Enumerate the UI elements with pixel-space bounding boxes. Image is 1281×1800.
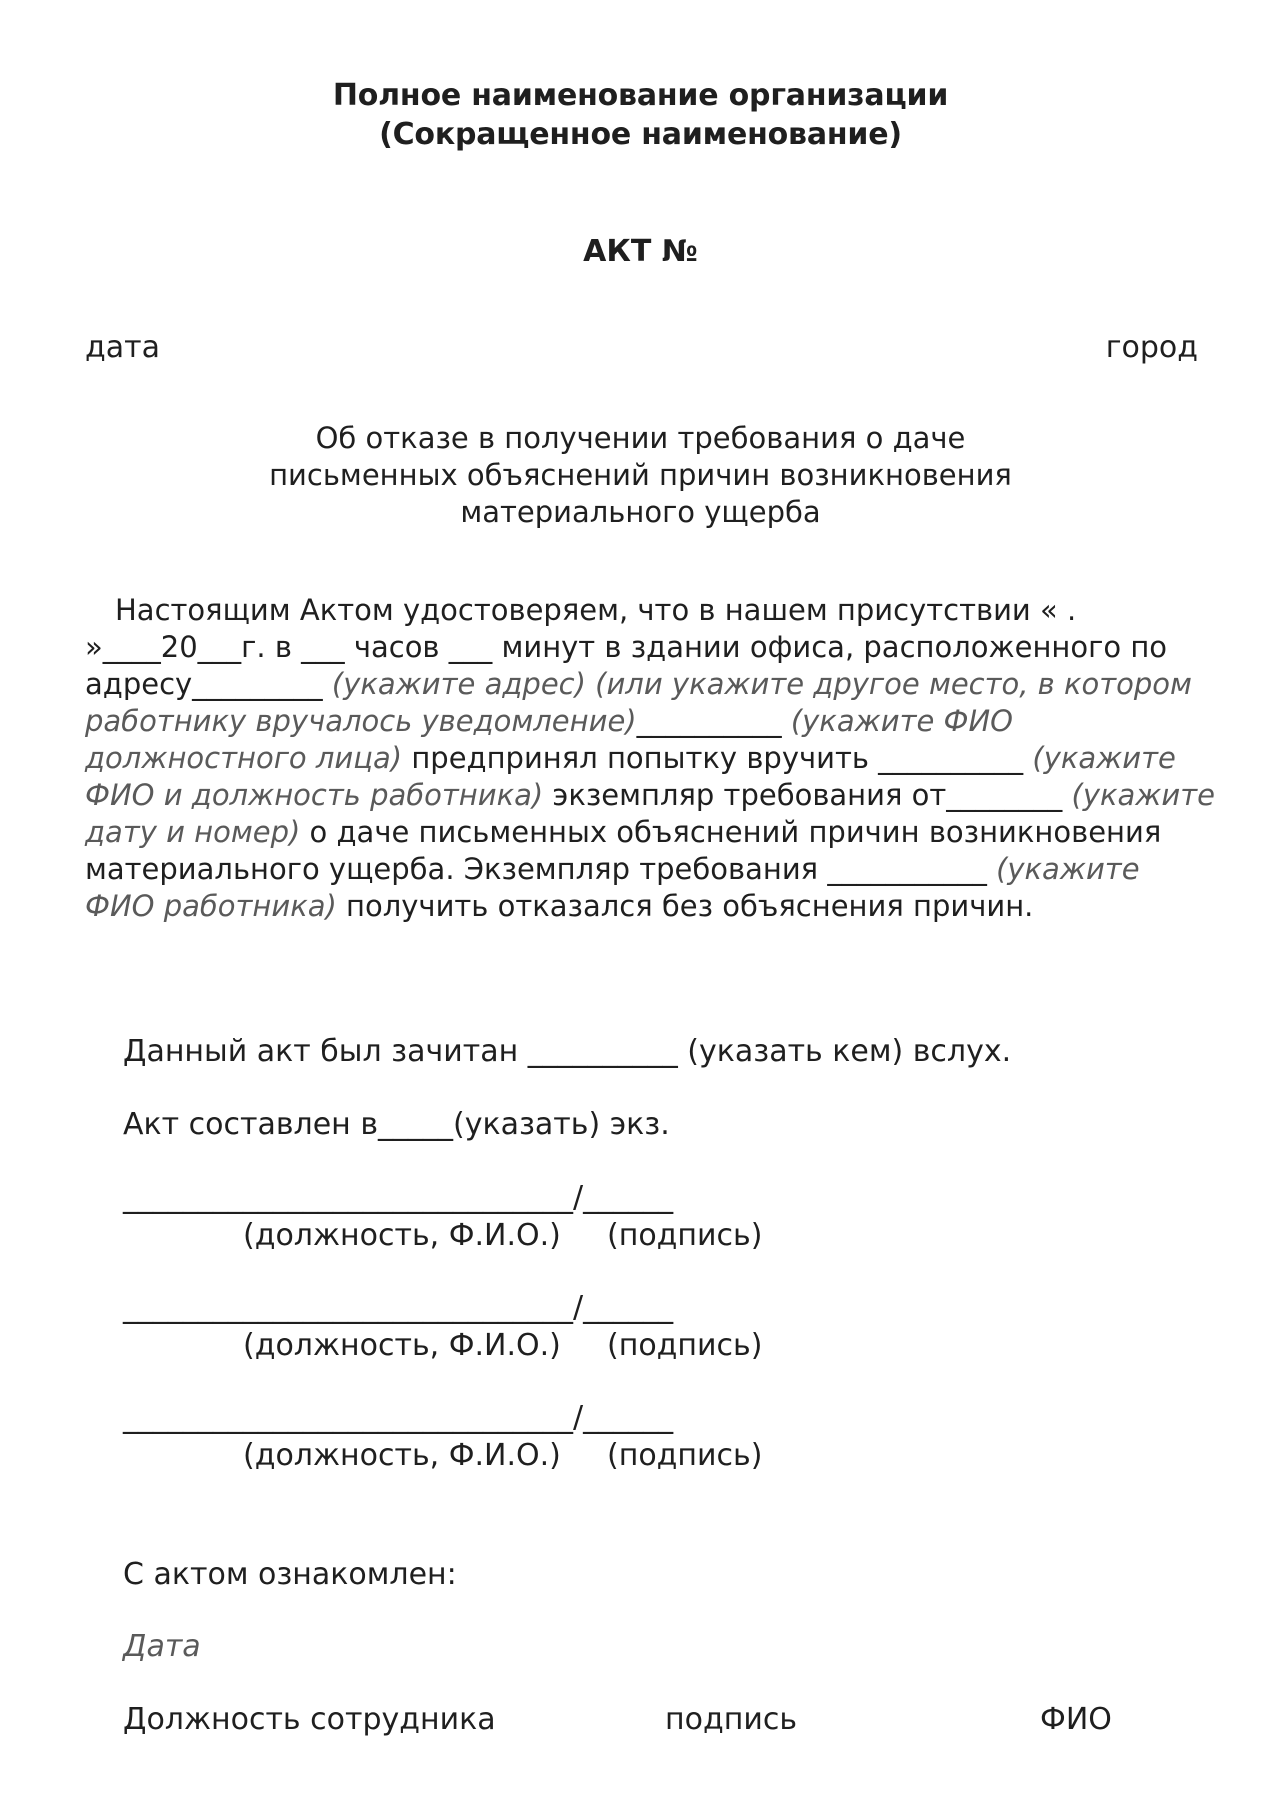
placeholder-hint: (укажите xyxy=(996,852,1140,886)
position-name-label: (должность, Ф.И.О.) xyxy=(243,1438,561,1473)
placeholder-hint: (укажите xyxy=(1032,741,1176,775)
employee-position-label: Должность сотрудника xyxy=(123,1702,496,1737)
city-label: город xyxy=(1105,330,1198,365)
body-text: получить отказался без объяснения причин. xyxy=(346,889,1034,923)
body-line xyxy=(85,666,1205,703)
placeholder-hint: дату и номер) xyxy=(85,815,301,849)
acknowledgement-title: С актом ознакомлен: xyxy=(123,1557,457,1592)
body-text: »____20___г. в ___ часов ___ минут в здании офиса, расположенного по xyxy=(85,630,1168,664)
copies-statement: Акт составлен в_____(указать) экз. xyxy=(123,1107,670,1142)
signature-label: (подпись) xyxy=(607,1328,763,1363)
placeholder-hint: (укажите ФИО xyxy=(790,704,1014,738)
placeholder-hint: ФИО работника) xyxy=(85,889,337,923)
placeholder-hint: работнику вручалось уведомление) xyxy=(85,704,637,738)
body-line xyxy=(85,703,1205,740)
org-short-name: (Сокращенное наименование) xyxy=(379,117,902,152)
subject-line: Об отказе в получении требования о даче xyxy=(315,421,966,455)
org-full-name: Полное наименование организации xyxy=(332,78,949,113)
position-name-label: (должность, Ф.И.О.) xyxy=(243,1328,561,1363)
signature-block xyxy=(123,1288,763,1368)
employee-name-label: ФИО xyxy=(1040,1702,1112,1737)
body-text: экземпляр требования от________ xyxy=(552,778,1063,812)
signature-line: ______________________________/______ xyxy=(123,1400,674,1435)
body-line xyxy=(85,851,1205,888)
body-text: о даче письменных объяснений причин возникновения xyxy=(309,815,1162,849)
body-text: материального ущерба. Экземпляр требования ___________ xyxy=(85,852,987,886)
subject-line: материального ущерба xyxy=(460,495,821,529)
body-line xyxy=(85,629,1205,666)
body-line xyxy=(85,740,1205,777)
placeholder-hint: (укажите xyxy=(1071,778,1215,812)
organization-header xyxy=(0,76,1281,154)
read-aloud-statement: Данный акт был зачитан __________ (указать кем) вслух. xyxy=(123,1034,1012,1069)
body-text: __________ xyxy=(636,704,782,738)
act-title: АКТ № xyxy=(583,234,698,269)
signature-line: ______________________________/______ xyxy=(123,1180,674,1215)
body-line xyxy=(85,888,1205,925)
signature-block xyxy=(123,1178,763,1258)
position-name-label: (должность, Ф.И.О.) xyxy=(243,1218,561,1253)
body-line xyxy=(85,777,1215,814)
placeholder-hint: ФИО и должность работника) xyxy=(85,778,544,812)
body-text: предпринял попытку вручить __________ xyxy=(411,741,1024,775)
acknowledgement-date: Дата xyxy=(123,1629,201,1664)
placeholder-hint: (укажите адрес) (или укажите другое место, в котором xyxy=(331,667,1192,701)
body-line xyxy=(85,814,1205,851)
subject-line: письменных объяснений причин возникновения xyxy=(269,458,1012,492)
body-text: Настоящим Актом удостоверяем, что в нашем присутствии « . xyxy=(115,593,1077,627)
signature-label: (подпись) xyxy=(607,1438,763,1473)
placeholder-hint: должностного лица) xyxy=(85,741,403,775)
signature-line: ______________________________/______ xyxy=(123,1290,674,1325)
employee-signature-label: подпись xyxy=(665,1702,797,1737)
signature-block xyxy=(123,1398,763,1478)
act-subject xyxy=(0,420,1281,531)
body-line xyxy=(85,592,1205,629)
date-label: дата xyxy=(85,330,160,365)
act-body xyxy=(85,592,1215,925)
body-text: адресу_________ xyxy=(85,667,323,701)
signature-label: (подпись) xyxy=(607,1218,763,1253)
